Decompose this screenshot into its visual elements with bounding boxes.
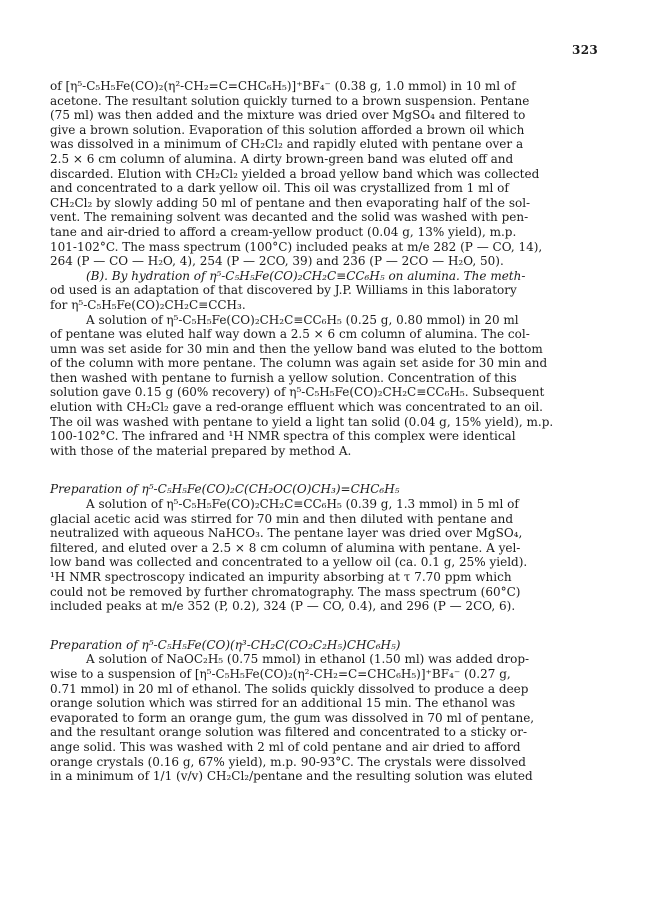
text-line: was dissolved in a minimum of CH₂Cl₂ and rapidly eluted with pentane over a — [50, 137, 524, 152]
article-body — [50, 79, 626, 784]
text-line: and the resultant orange solution was filtered and concentrated to a sticky or- — [50, 725, 528, 740]
text-line: vent. The remaining solvent was decanted and the solid was washed with pen- — [50, 210, 529, 225]
text-line: filtered, and eluted over a 2.5 × 8 cm column of alumina with pentane. A yel- — [50, 540, 521, 555]
text-line: included peaks at m/e 352 (P, 0.2), 324 (P — CO, 0.4), and 296 (P — 2CO, 6). — [50, 599, 516, 614]
text-line: of [η⁵-C₅H₅Fe(CO)₂(η²-CH₂=C=CHC₆H₅)]⁺BF₄⁻ (0.38 g, 1.0 mmol) in 10 ml of — [50, 79, 516, 93]
text-line: acetone. The resultant solution quickly turned to a brown suspension. Pentane — [50, 93, 530, 108]
text-line: A solution of NaOC₂H₅ (0.75 mmol) in ethanol (1.50 ml) was added drop- — [86, 652, 530, 667]
text-line: ange solid. This was washed with 2 ml of cold pentane and air dried to afford — [50, 739, 521, 754]
text-line: orange solution which was stirred for an additional 15 min. The ethanol was — [50, 696, 516, 711]
text-line: glacial acetic acid was stirred for 70 min and then diluted with pentane and — [50, 511, 514, 526]
text-line: A solution of η⁵-C₅H₅Fe(CO)₂CH₂C≡CC₆H₅ (0.25 g, 0.80 mmol) in 20 ml — [86, 312, 519, 327]
text-line: 100-102°C. The infrared and ¹H NMR spectra of this complex were identical — [50, 429, 516, 444]
text-line: wise to a suspension of [η⁵-C₅H₅Fe(CO)₂(η²-CH₂=C=CHC₆H₅)]⁺BF₄⁻ (0.27 g, — [50, 666, 511, 681]
text-line: evaporated to form an orange gum, the gum was dissolved in 70 ml of pentane, — [50, 710, 535, 725]
text-line: solution gave 0.15 g (60% recovery) of η⁵-C₅H₅Fe(CO)₂CH₂C≡CC₆H₅. Subsequent — [50, 385, 545, 400]
text-line: (75 ml) was then added and the mixture was dried over MgSO₄ and filtered to — [50, 108, 526, 123]
paragraph-block-acetate — [50, 497, 626, 614]
text-line: 0.71 mmol) in 20 ml of ethanol. The solids quickly dissolved to produce a deep — [50, 681, 529, 696]
section-heading-acetate: Preparation of η⁵-C₅H₅Fe(CO)₂C(CH₂OC(O)CH₃)=CHC₆H₅ — [50, 482, 400, 497]
text-line: and concentrated to a dark yellow oil. This oil was crystallized from 1 ml of — [50, 181, 509, 196]
section-spacer — [50, 458, 626, 482]
text-line: The oil was washed with pentane to yield a light tan solid (0.04 g, 15% yield), m.p. — [50, 414, 554, 429]
text-line: (B). By hydration of η⁵-C₅H₅Fe(CO)₂CH₂C≡CC₆H₅ on alumina. The meth- — [86, 268, 526, 283]
text-line: CH₂Cl₂ by slowly adding 50 ml of pentane and then evaporating half of the sol- — [50, 195, 531, 210]
text-line: low band was collected and concentrated to a yellow oil (ca. 0.1 g, 25% yield). — [50, 555, 528, 570]
page-number: 323 — [572, 43, 598, 57]
text-line: of pentane was eluted half way down a 2.5 × 6 cm column of alumina. The col- — [50, 327, 530, 342]
section-spacer — [50, 614, 626, 638]
text-line: 101-102°C. The mass spectrum (100°C) included peaks at m/e 282 (P — CO, 14), — [50, 239, 543, 254]
text-line: discarded. Elution with CH₂Cl₂ yielded a broad yellow band which was collected — [50, 166, 540, 181]
text-line: umn was set aside for 30 min and then the yellow band was eluted to the bottom — [50, 341, 543, 356]
text-line: in a minimum of 1/1 (v/v) CH₂Cl₂/pentane and the resulting solution was eluted — [50, 769, 533, 784]
text-line: A solution of η⁵-C₅H₅Fe(CO)₂CH₂C≡CC₆H₅ (0.39 g, 1.3 mmol) in 5 ml of — [86, 497, 519, 512]
text-line: with those of the material prepared by method A. — [50, 443, 352, 458]
text-line: ¹H NMR spectroscopy indicated an impurity absorbing at τ 7.70 ppm which — [50, 570, 512, 584]
text-line: could not be removed by further chromatography. The mass spectrum (60°C) — [50, 584, 521, 599]
text-line: od used is an adaptation of that discovered by J.P. Williams in this laboratory — [50, 283, 517, 298]
text-line: 264 (P — CO — H₂O, 4), 254 (P — 2CO, 39) and 236 (P — 2CO — H₂O, 50). — [50, 254, 504, 269]
paragraph-block-method-a-b — [50, 79, 626, 458]
text-line: elution with CH₂Cl₂ gave a red-orange effluent which was concentrated to an oil. — [50, 400, 543, 415]
text-line: give a brown solution. Evaporation of this solution afforded a brown oil which — [50, 122, 525, 137]
text-line: orange crystals (0.16 g, 67% yield), m.p. 90-93°C. The crystals were dissolved — [50, 754, 526, 769]
text-line: neutralized with aqueous NaHCO₃. The pentane layer was dried over MgSO₄, — [50, 526, 523, 541]
text-line: 2.5 × 6 cm column of alumina. A dirty brown-green band was eluted off and — [50, 151, 514, 166]
text-line: of the column with more pentane. The column was again set aside for 30 min and — [50, 356, 548, 371]
text-line: for η⁵-C₅H₅Fe(CO)₂CH₂C≡CCH₃. — [50, 297, 246, 312]
section-heading-allyl: Preparation of η⁵-C₅H₅Fe(CO)(η³-CH₂C(CO₂C₂H₅)CHC₆H₅) — [50, 637, 401, 652]
paragraph-block-allyl — [50, 652, 626, 783]
text-line: tane and air-dried to afford a cream-yellow product (0.04 g, 13% yield), m.p. — [50, 224, 517, 239]
text-line: then washed with pentane to furnish a yellow solution. Concentration of this — [50, 370, 517, 385]
